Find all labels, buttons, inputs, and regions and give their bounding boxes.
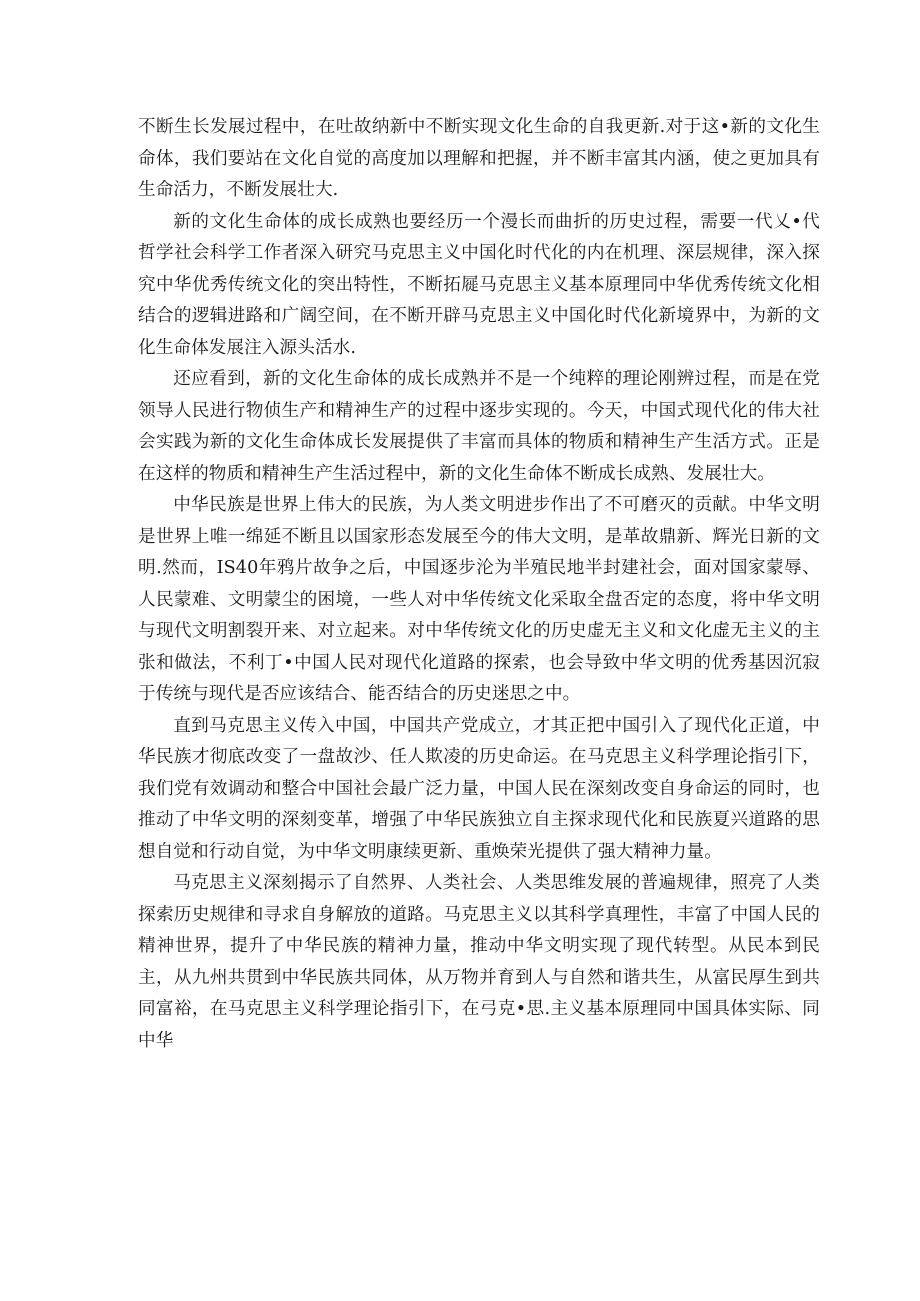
paragraph-1: 不断生长发展过程中，在吐故纳新中不断实现文化生命的自我更新.对于这•新的文化生命体，我们要站在文化自觉的高度加以理解和把握，并不断丰富其内涵，使之更加具有生命活力，不断发展壮大. [138, 117, 820, 200]
paragraph-2: 新的文化生命体的成长成熟也要经历一个漫长而曲折的历史过程，需要一代乂•代哲学社会科学工作者深入研究马克思主义中国化时代化的内在机理、深层规律，深入探究中华优秀传统文化的突出特性，不断拓屣马克思主义基本原理同中华优秀传统文化相结合的逻辑进路和广阔空间，在不断开辟马克思主义中国化时代化新境界中，为新的文化生命体发展注入源头活水. [138, 211, 820, 358]
paragraph-6: 马克思主义深刻揭示了自然界、人类社会、人类思维发展的普遍规律，照亮了人类探索历史规律和寻求自身解放的道路。马克思主义以其科学真理性，丰富了中国人民的精神世界，提升了中华民族的精神力量，推动中华文明实现了现代转型。从民本到民主，从九州共贯到中华民族共同体，从万物并育到人与自然和谐共生，从富民厚生到共同富裕，在马克思主义科学理论指引下，在弓克•思.主义基本原理同中国具体实际、同中华 [138, 873, 820, 1051]
paragraph-3: 还应看到，新的文化生命体的成长成熟并不是一个纯粹的理论刚辨过程，而是在党领导人民进行物侦生产和精神生产的过程中逐步实现的。今天，中国式现代化的伟大社会实践为新的文化生命体成长发展提供了丰富而具体的物质和精神生产生活方式。正是在这样的物质和精神生产生活过程中，新的文化生命体不断成长成熟、发展壮大。 [138, 369, 820, 484]
paragraph-5: 直到马克思主义传入中国，中国共产党成立，才其正把中国引入了现代化正道，中华民族才彻底改变了一盘故沙、任人欺凌的历史命运。在马克思主义科学理论指引下，我们党有效调动和整合中国社会最广泛力量，中国人民在深刻改变自身命运的同时，也推动了中华文明的深刻变革，增强了中华民族独立自主探求现代化和民族夏兴道路的思想自觉和行动自觉，为中华文明康续更新、重焕荣光提供了强大精神力量。 [138, 715, 820, 862]
paragraph-4: 中华民族是世界上伟大的民族，为人类文明进步作出了不可磨灭的贡献。中华文明是世界上唯一绵延不断且以国家形态发展至今的伟大文明，是革故鼎新、辉光日新的文明.然而，IS40年鸦片故争之后，中国逐步沦为半殖民地半封建社会，面对国家蒙辱、人民蒙难、文明蒙尘的困境，一些人对中华传统文化采取全盘否定的态度，将中华文明与现代文明割裂开来、对立起来。对中华传统文化的历史虚无主义和文化虚无主义的主张和做法，不利丁•中国人民对现代化道路的探索，也会导致中华文明的优秀基因沉寂于传统与现代是否应该结合、能否结合的历史迷思之中。 [138, 495, 820, 704]
document-body [138, 112, 820, 1057]
